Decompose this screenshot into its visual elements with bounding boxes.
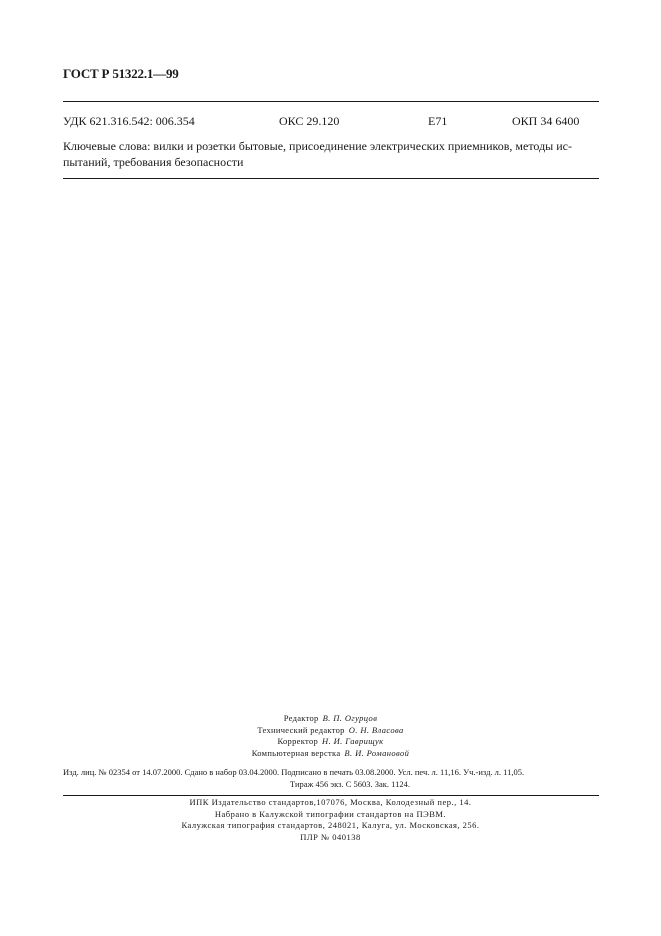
imprint-line: ИПК Издательство стандартов,107076, Москва, Колодезный пер., 14. — [189, 797, 472, 807]
printer-imprint — [0, 797, 661, 843]
publication-line: Тираж 456 экз. С 5603. Зак. 1124. — [290, 779, 410, 789]
credit-tech-editor — [0, 725, 661, 737]
credit-role: Компьютерная верстка — [251, 747, 341, 758]
credit-name: В. П. Огурцов — [322, 713, 378, 723]
publication-line: Изд. лиц. № 02354 от 14.07.2000. Сдано в набор 03.04.2000. Подписано в печать 03.08.2000. Усл. печ. л. 11,16. Уч.-изд. л. 11,05. — [63, 767, 525, 777]
publication-info — [63, 766, 599, 790]
document-code: ГОСТ Р 51322.1—99 — [63, 66, 179, 81]
okp-code: ОКП 34 6400 — [512, 114, 580, 128]
credit-editor — [0, 713, 661, 725]
udk-code: УДК 621.316.542: 006.354 — [63, 114, 195, 128]
keywords-divider — [63, 178, 599, 179]
group-code: Е71 — [428, 114, 448, 128]
imprint-line: Набрано в Калужской типографии стандартов на ПЭВМ. — [214, 808, 447, 819]
credit-name: О. Н. Власова — [348, 724, 404, 735]
keywords-line: Ключевые слова: вилки и розетки бытовые, присоединение электрических приемников, методы ис- — [63, 139, 572, 153]
credits-block — [0, 713, 661, 759]
credit-role: Корректор — [277, 736, 319, 746]
credit-layout — [0, 748, 661, 760]
imprint-line: ПЛР № 040138 — [300, 831, 361, 842]
keywords-line: пытаний, требования безопасности — [63, 155, 244, 169]
top-divider — [63, 101, 599, 102]
credit-role: Редактор — [283, 713, 319, 723]
credit-role: Технический редактор — [257, 724, 345, 735]
credit-proofreader — [0, 736, 661, 748]
keywords-block — [63, 138, 599, 170]
oks-code: ОКС 29.120 — [279, 114, 340, 128]
imprint-line: Калужская типография стандартов, 248021, Калуга, ул. Московская, 256. — [181, 820, 480, 830]
imprint-divider — [63, 795, 599, 796]
credit-name: В. И. Романовой — [344, 747, 410, 758]
credit-name: Н. И. Гаврищук — [322, 736, 384, 746]
